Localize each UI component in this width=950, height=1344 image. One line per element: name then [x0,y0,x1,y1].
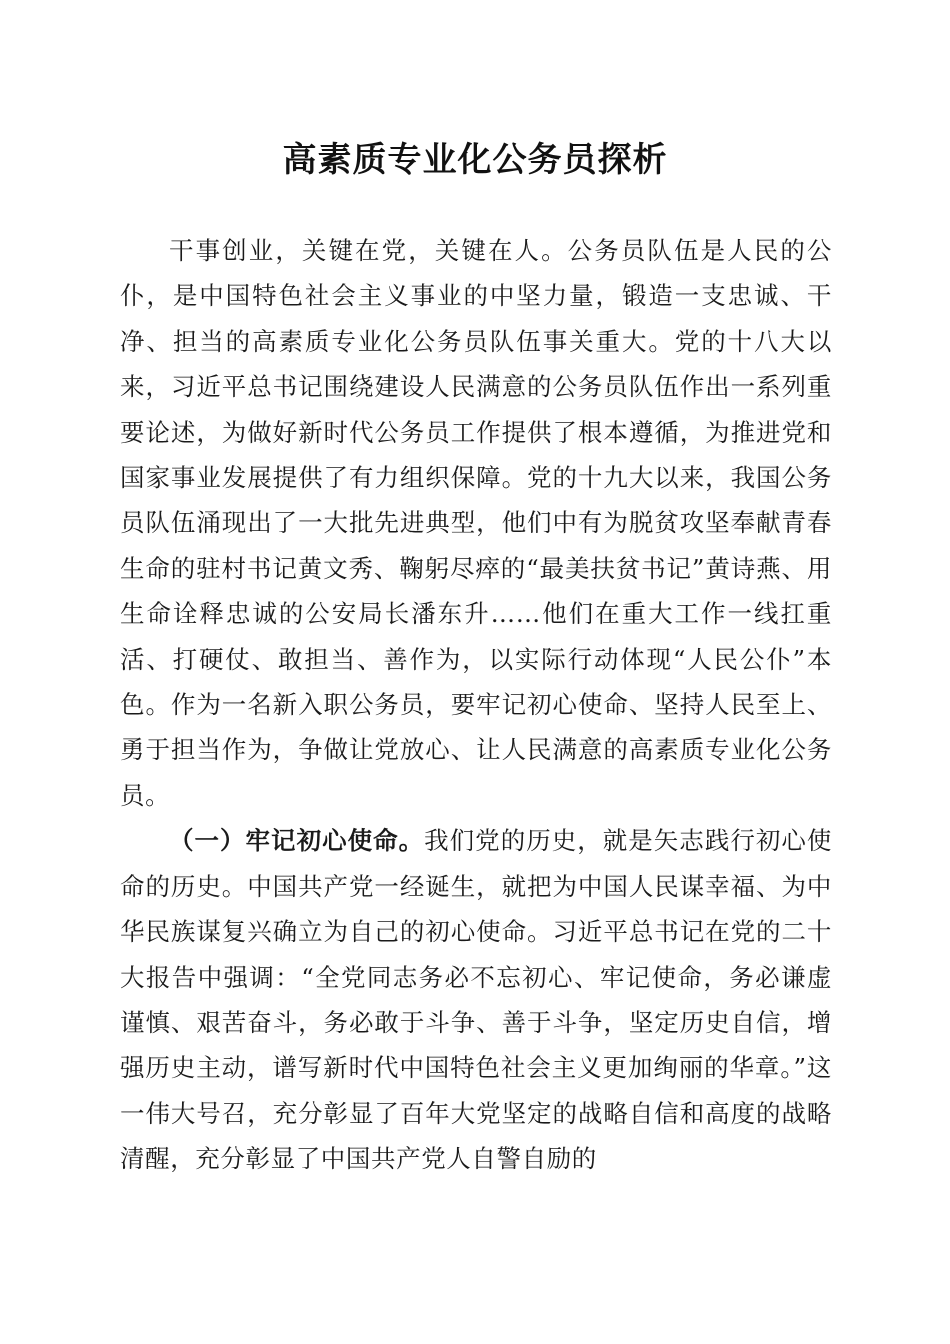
paragraph-section-1 [120,818,832,1181]
paragraph-text: 干事创业，关键在党，关键在人。公务员队伍是人民的公仆，是中国特色社会主义事业的中坚力量，锻造一支忠诚、干净、担当的高素质专业化公务员队伍事关重大。党的十八大以来，习近平总书记围绕建设人民满意的公务员队伍作出一系列重要论述，为做好新时代公务员工作提供了根本遵循，为推进党和国家事业发展提供了有力组织保障。党的十九大以来，我国公务员队伍涌现出了一大批先进典型，他们中有为脱贫攻坚奉献青春生命的驻村书记黄文秀、鞠躬尽瘁的“最美扶贫书记”黄诗燕、用生命诠释忠诚的公安局长潘东升……他们在重大工作一线扛重活、打硬仗、敢担当、善作为，以实际行动体现“人民公仆”本色。作为一名新入职公务员，要牢记初心使命、坚持人民至上、勇于担当作为，争做让党放心、让人民满意的高素质专业化公务员。 [120,236,832,810]
paragraph-intro [120,228,832,818]
section-heading: （一）牢记初心使命。 [169,826,425,856]
document-body [120,228,832,1182]
document-title: 高素质专业化公务员探析 [282,140,668,180]
paragraph-text: 我们党的历史，就是矢志践行初心使命的历史。中国共产党一经诞生，就把为中国人民谋幸福、为中华民族谋复兴确立为自己的初心使命。习近平总书记在党的二十大报告中强调：“全党同志务必不忘初心、牢记使命，务必谦虚谨慎、艰苦奋斗，务必敢于斗争、善于斗争，坚定历史自信，增强历史主动，谱写新时代中国特色社会主义更加绚丽的华章。”这一伟大号召，充分彰显了百年大党坚定的战略自信和高度的战略清醒，充分彰显了中国共产党人自警自励的 [120,826,832,1174]
